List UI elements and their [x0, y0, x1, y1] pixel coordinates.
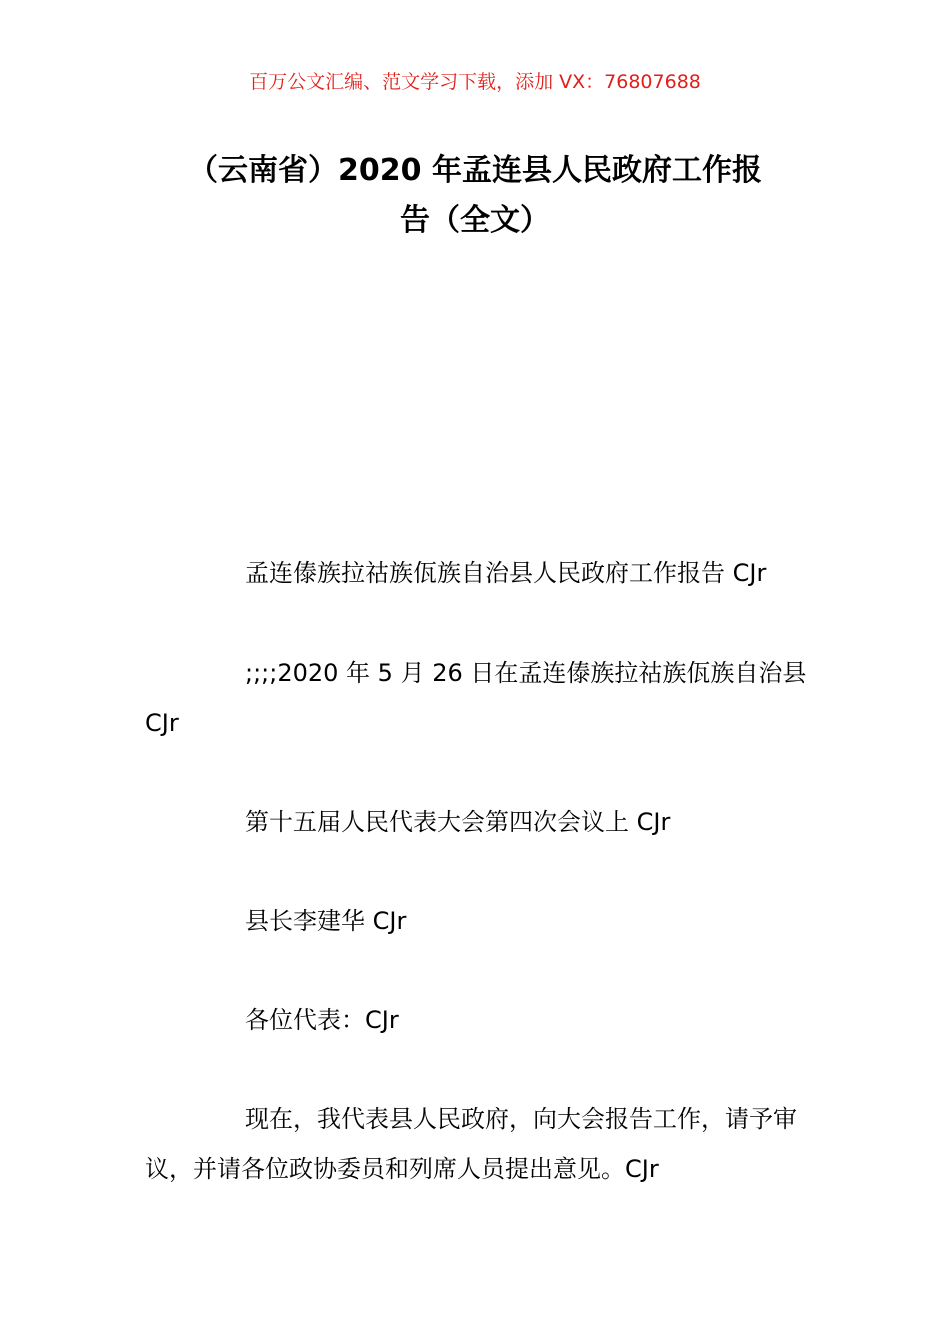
paragraph-report-name: 孟连傣族拉祜族佤族自治县人民政府工作报告 CJr — [245, 559, 767, 587]
document-title — [140, 146, 810, 246]
paragraph-salutation: 各位代表：CJr — [245, 1006, 399, 1034]
paragraph-meeting-session: 第十五届人民代表大会第四次会议上 CJr — [245, 808, 671, 836]
title-line-2: 告（全文） — [400, 203, 550, 238]
header-note: 百万公文汇编、范文学习下载，添加 VX：76807688 — [249, 71, 701, 93]
paragraph-speaker: 县长李建华 CJr — [245, 907, 407, 935]
paragraph-opening: 现在，我代表县人民政府，向大会报告工作，请予审议，并请各位政协委员和列席人员提出意见。CJr — [145, 1105, 797, 1183]
paragraph-meeting-date: ;;;;2020 年 5 月 26 日在孟连傣族拉祜族佤族自治县 CJr — [145, 659, 807, 737]
title-line-1: （云南省）2020 年孟连县人民政府工作报 — [188, 153, 762, 188]
